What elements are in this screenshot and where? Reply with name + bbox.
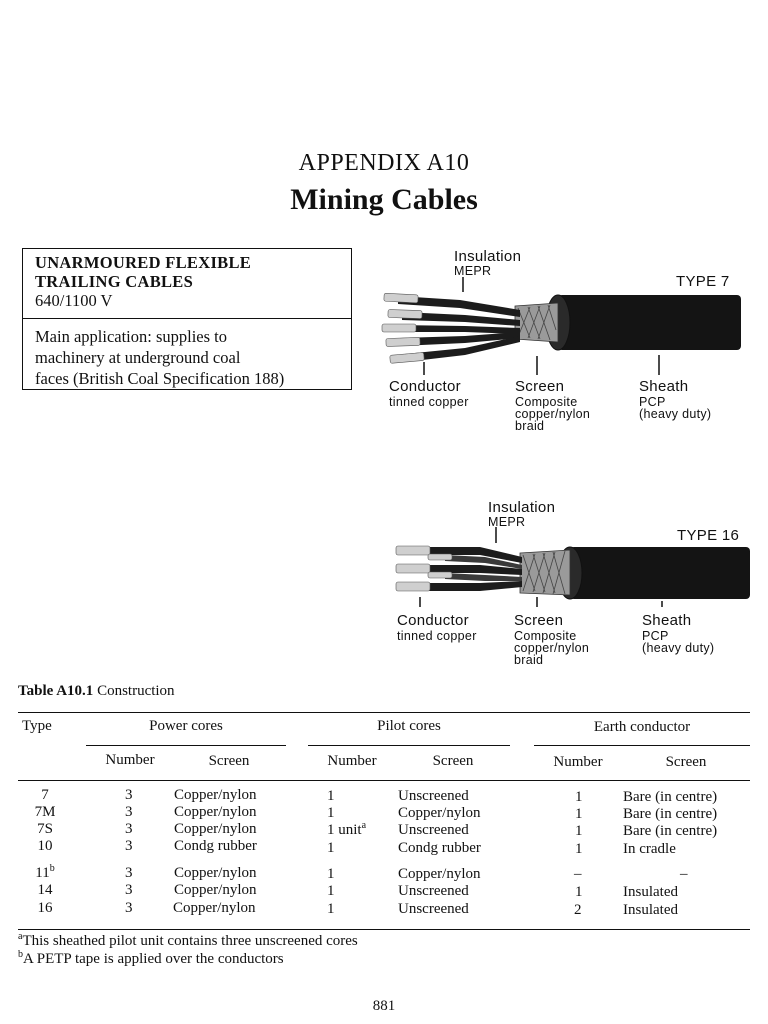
table-top-rule bbox=[18, 712, 750, 713]
insulation-label: Insulation bbox=[488, 499, 556, 516]
header-type: Type bbox=[22, 718, 52, 734]
cell-type: 16 bbox=[37, 900, 53, 916]
cell-earth-number: – bbox=[574, 866, 582, 882]
type-value: 11 bbox=[35, 865, 50, 881]
conductor-label: Conductor bbox=[397, 612, 469, 629]
sheath-duty-label: (heavy duty) bbox=[639, 407, 712, 421]
screen-braid bbox=[515, 303, 558, 342]
cell-power-number: 3 bbox=[125, 787, 133, 803]
cell-earth-screen: Bare (in centre) bbox=[623, 806, 718, 822]
screen-desc-line-2: copper/nylon bbox=[514, 641, 590, 655]
table-header-rule bbox=[18, 780, 750, 781]
cell-pilot-screen: Unscreened bbox=[398, 883, 469, 899]
cell-type: 7 bbox=[41, 787, 49, 803]
pilot-cores-rule bbox=[308, 745, 510, 746]
type-label: TYPE 7 bbox=[676, 273, 730, 290]
cell-type: 7S bbox=[37, 821, 53, 837]
footnote-b-mark: b bbox=[18, 949, 23, 960]
earth-conductor-rule bbox=[534, 745, 750, 746]
cell-pilot-number: 1 bbox=[327, 805, 335, 821]
page-title: Mining Cables bbox=[290, 183, 478, 216]
header-power-cores: Power cores bbox=[149, 718, 223, 734]
sheath-material-label: PCP bbox=[639, 395, 666, 409]
cell-power-number: 3 bbox=[125, 821, 133, 837]
cell-pilot-screen: Condg rubber bbox=[398, 840, 481, 856]
header-pilot-cores: Pilot cores bbox=[377, 718, 441, 734]
footnote-a-mark: a bbox=[18, 931, 23, 942]
cell-type: 10 bbox=[37, 838, 53, 854]
cell-power-number: 3 bbox=[125, 804, 133, 820]
cell-power-number: 3 bbox=[125, 882, 133, 898]
cell-pilot-screen: Copper/nylon bbox=[398, 866, 481, 882]
cell-earth-number: 1 bbox=[575, 884, 583, 900]
sheath-body bbox=[570, 547, 750, 599]
cell-pilot-screen: Unscreened bbox=[398, 788, 469, 804]
cell-earth-number: 1 bbox=[575, 789, 583, 805]
subheader-power-screen: Screen bbox=[208, 753, 250, 769]
cell-type: 14 bbox=[37, 882, 53, 898]
header-earth-conductor: Earth conductor bbox=[593, 719, 691, 735]
sheath-label: Sheath bbox=[642, 612, 692, 629]
appendix-label: APPENDIX A10 bbox=[298, 150, 470, 176]
insulation-label: Insulation bbox=[454, 248, 522, 265]
spec-title-line-2: TRAILING CABLES bbox=[35, 272, 194, 291]
cable-illustration bbox=[380, 270, 750, 385]
type-label: TYPE 16 bbox=[677, 527, 740, 544]
spec-box-header bbox=[23, 249, 351, 319]
screen-desc-line-3: braid bbox=[515, 419, 545, 433]
cell-power-screen: Copper/nylon bbox=[174, 865, 257, 881]
screen-label: Screen bbox=[514, 612, 564, 629]
cell-pilot-number bbox=[327, 822, 366, 839]
power-cores-rule bbox=[86, 745, 286, 746]
cell-power-number: 3 bbox=[125, 865, 133, 881]
application-line-2: machinery at underground coal bbox=[35, 348, 241, 367]
application-line-3: faces (British Coal Specification 188) bbox=[35, 369, 285, 388]
footnote-a-text: This sheathed pilot unit contains three unscreened cores bbox=[22, 933, 358, 949]
cell-earth-screen: Insulated bbox=[623, 902, 678, 918]
conductor-material-label: tinned copper bbox=[397, 629, 477, 643]
cell-power-screen: Copper/nylon bbox=[173, 900, 256, 916]
cell-earth-screen: Insulated bbox=[623, 884, 678, 900]
table-bottom-rule bbox=[18, 929, 750, 930]
conductor-label: Conductor bbox=[389, 378, 461, 395]
cell-earth-number: 1 bbox=[575, 841, 583, 857]
cell-power-screen: Condg rubber bbox=[174, 838, 257, 854]
footnote-a bbox=[18, 933, 358, 950]
screen-desc-line-3: braid bbox=[514, 653, 544, 667]
cell-power-screen: Copper/nylon bbox=[174, 821, 257, 837]
sheath-material-label: PCP bbox=[642, 629, 669, 643]
cell-pilot-number: 1 bbox=[327, 840, 335, 856]
screen-desc-line-1: Composite bbox=[515, 395, 578, 409]
cable-illustration bbox=[390, 525, 755, 615]
cell-earth-number: 2 bbox=[574, 902, 582, 918]
cell-earth-number: 1 bbox=[575, 823, 583, 839]
cell-pilot-number: 1 bbox=[327, 788, 335, 804]
conductor-material-label: tinned copper bbox=[389, 395, 469, 409]
insulation-material-label: MEPR bbox=[488, 515, 526, 529]
cell-power-screen: Copper/nylon bbox=[174, 787, 257, 803]
subheader-power-number: Number bbox=[105, 752, 155, 768]
subheader-earth-number: Number bbox=[553, 754, 603, 770]
screen-desc-line-2: copper/nylon bbox=[515, 407, 591, 421]
subheader-pilot-number: Number bbox=[327, 753, 377, 769]
cell-earth-number: 1 bbox=[575, 806, 583, 822]
cell-power-number: 3 bbox=[125, 900, 133, 916]
footnote-b-text: A PETP tape is applied over the conductors bbox=[23, 951, 284, 967]
footnote-marker-b: b bbox=[49, 863, 55, 874]
cell-type: 7M bbox=[34, 804, 56, 820]
table-caption-text: Construction bbox=[97, 683, 175, 699]
table-caption bbox=[18, 683, 175, 700]
pilot-number-value: 1 unit bbox=[327, 822, 362, 838]
cell-earth-screen: – bbox=[680, 866, 688, 882]
table-caption-number: Table A10.1 bbox=[18, 683, 94, 699]
screen-braid bbox=[520, 550, 570, 595]
cell-pilot-number: 1 bbox=[327, 883, 335, 899]
spec-title-line-1: UNARMOURED FLEXIBLE bbox=[35, 253, 252, 272]
cell-power-screen: Copper/nylon bbox=[174, 804, 257, 820]
cell-pilot-number: 1 bbox=[327, 901, 335, 917]
subheader-earth-screen: Screen bbox=[665, 754, 707, 770]
cell-type bbox=[22, 865, 68, 882]
sheath-label: Sheath bbox=[639, 378, 689, 395]
insulation-material-label: MEPR bbox=[454, 264, 492, 278]
cell-earth-screen: Bare (in centre) bbox=[623, 823, 718, 839]
sheath-body bbox=[558, 295, 741, 350]
screen-label: Screen bbox=[515, 378, 565, 395]
cell-pilot-screen: Unscreened bbox=[398, 822, 469, 838]
conductor-cores bbox=[420, 547, 522, 591]
cell-earth-screen: In cradle bbox=[623, 841, 676, 857]
spec-voltage: 640/1100 V bbox=[35, 291, 113, 310]
footnote-b bbox=[18, 951, 284, 968]
cell-pilot-screen: Copper/nylon bbox=[398, 805, 481, 821]
cell-earth-screen: Bare (in centre) bbox=[623, 789, 718, 805]
page-number: 881 bbox=[372, 998, 396, 1014]
application-line-1: Main application: supplies to bbox=[35, 327, 228, 346]
cell-power-screen: Copper/nylon bbox=[174, 882, 257, 898]
cell-power-number: 3 bbox=[125, 838, 133, 854]
footnote-marker-a: a bbox=[361, 820, 367, 831]
spec-application bbox=[23, 319, 351, 396]
subheader-pilot-screen: Screen bbox=[432, 753, 474, 769]
cell-pilot-screen: Unscreened bbox=[398, 901, 469, 917]
screen-desc-line-1: Composite bbox=[514, 629, 577, 643]
sheath-duty-label: (heavy duty) bbox=[642, 641, 715, 655]
cable-spec-box bbox=[22, 248, 352, 390]
cell-pilot-number: 1 bbox=[327, 866, 335, 882]
